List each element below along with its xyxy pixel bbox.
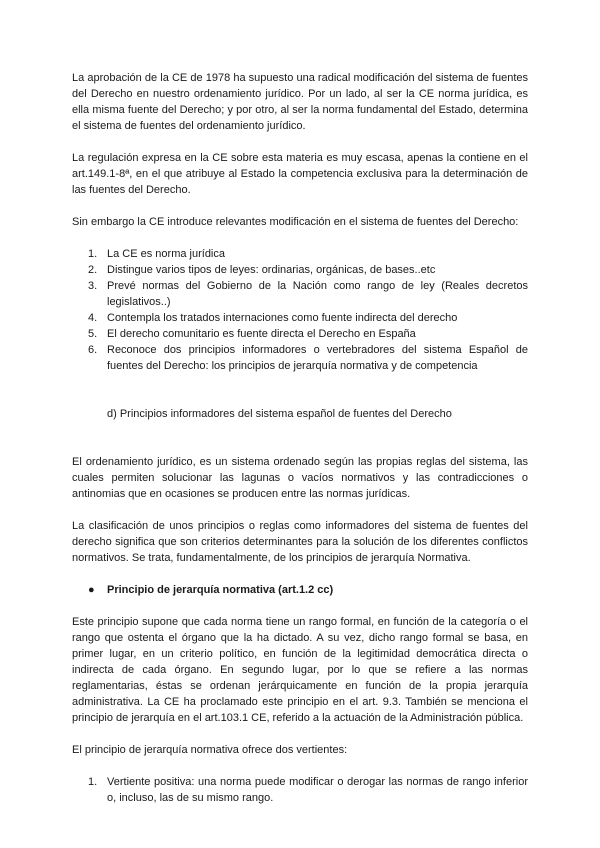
paragraph-vertientes: El principio de jerarquía normativa ofrece dos vertientes: <box>72 744 348 756</box>
paragraph-clasificacion: La clasificación de unos principios o reglas como informadores del sistema de fuentes del derecho significa que son criterios determinantes para la solución de los diferentes conflictos normativos. Se trata, fundamentalmente, de los principios de jerarquía Normativa. <box>72 520 528 564</box>
paragraph-regulation: La regulación expresa en la CE sobre esta materia es muy escasa, apenas la contiene en el art.149.1-8ª, en el que atribuye al Estado la competencia exclusiva para la determinación de las fuentes del Derecho. <box>72 152 528 196</box>
bullet-heading-text: Principio de jerarquía normativa (art.1.2 cc) <box>107 584 334 596</box>
section-subheading: d) Principios informadores del sistema español de fuentes del Derecho <box>107 408 452 420</box>
modifications-list <box>72 246 528 374</box>
list-item-text: El derecho comunitario es fuente directa el Derecho en España <box>107 328 416 340</box>
list-item <box>72 310 528 326</box>
list-item-text: Contempla los tratados internaciones como fuente indirecta del derecho <box>107 312 458 324</box>
list-item <box>72 246 528 262</box>
bullet-icon: ● <box>88 584 95 596</box>
list-number: 3. <box>88 280 98 292</box>
vertientes-list <box>72 774 528 806</box>
list-item-text: Reconoce dos principios informadores o vertebradores del sistema Español de fuentes del Derecho: los principios de jerarquía normativa y de competencia <box>107 344 528 372</box>
list-item-text: Distingue varios tipos de leyes: ordinarias, orgánicas, de bases..etc <box>107 264 436 276</box>
list-item-text: Vertiente positiva: una norma puede modificar o derogar las normas de rango inferior o, incluso, las de su mismo rango. <box>107 776 528 804</box>
list-number: 6. <box>88 344 98 356</box>
list-number: 1. <box>88 248 98 260</box>
list-number: 2. <box>88 264 98 276</box>
list-item-text: La CE es norma jurídica <box>107 248 225 260</box>
list-item <box>72 262 528 278</box>
list-number: 5. <box>88 328 98 340</box>
list-item <box>72 326 528 342</box>
list-number: 1. <box>88 776 98 788</box>
bullet-heading <box>72 582 528 598</box>
list-item <box>72 774 528 806</box>
paragraph-ordenamiento: El ordenamiento jurídico, es un sistema ordenado según las propias reglas del sistema, las cuales permiten solucionar las lagunas o vacíos normativos y las contradicciones o antinomias que en ocasiones se producen entre las normas jurídicas. <box>72 456 528 500</box>
paragraph-intro: La aprobación de la CE de 1978 ha supuesto una radical modificación del sistema de fuentes del Derecho en nuestro ordenamiento jurídico. Por un lado, al ser la CE norma jurídica, es ella misma fuente del Derecho; y por otro, al ser la norma fundamental del Estado, determina el sistema de fuentes del ordenamiento jurídico. <box>72 72 528 132</box>
list-item-text: Prevé normas del Gobierno de la Nación como rango de ley (Reales decretos legislativos..) <box>107 280 528 308</box>
paragraph-principio: Este principio supone que cada norma tiene un rango formal, en función de la categoría o el rango que ostenta el órgano que la ha dictado. A su vez, dicho rango formal se basa, en primer lugar, en un criterio político, en función de la legitimidad democrática directa o indirecta de cada órgano. En segundo lugar, por lo que se refiere a las normas reglamentarias, éstas se ordenan jerárquicamente en función de la propia jerarquía administrativa. La CE ha proclamado este principio en el art. 9.3. También se menciona el principio de jerarquía en el art.103.1 CE, referido a la actuación de la Administración pública. <box>72 616 528 724</box>
paragraph-modifications-intro: Sin embargo la CE introduce relevantes modificación en el sistema de fuentes del Derecho: <box>72 216 519 228</box>
list-number: 4. <box>88 312 98 324</box>
list-item <box>72 342 528 374</box>
list-item <box>72 278 528 310</box>
document-body <box>72 70 528 806</box>
